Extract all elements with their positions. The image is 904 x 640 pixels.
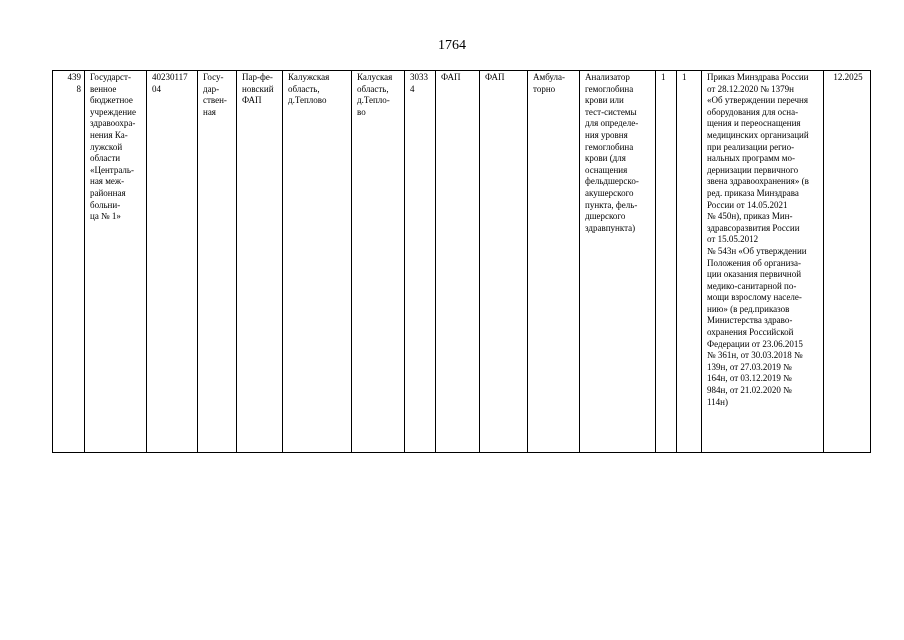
ownership-cell: Госу- дар- ствен- ная bbox=[198, 71, 237, 453]
organization-cell: Государст- венное бюджетное учреждение здравоохра- нения Ка- лужской области «Централь- ная меж- районная больни- ца № 1» bbox=[85, 71, 147, 453]
page-number: 1764 bbox=[438, 38, 466, 53]
quantity-planned-cell: 1 bbox=[677, 71, 702, 453]
deadline-cell: 12.2025 bbox=[824, 71, 871, 453]
equipment-cell: Анализатор гемоглобина крови или тест-системы для определе- ния уровня гемоглобина крови (для оснащения фельдшерско- акушерского пункта, фель- дшерского здравпункта) bbox=[580, 71, 656, 453]
facility-type-cell: ФАП bbox=[436, 71, 480, 453]
registry-table bbox=[52, 70, 871, 453]
address-cell: Калужская область, д.Теплово bbox=[283, 71, 352, 453]
facility-name-cell: Пар-фе- новский ФАП bbox=[237, 71, 283, 453]
locality-cell: Калуская область, д.Тепло- во bbox=[352, 71, 405, 453]
regulation-cell: Приказ Минздрава России от 28.12.2020 № 1379н «Об утверждении перечня оборудования для осна- щения и переоснащения медицинских организаций при реализации регио- нальных программ мо- дернизации первичного звена здравоохранения» (в ред. приказа Минздрава России от 14.05.2021 № 450н), приказ Мин- здравсоразвития России от 15.05.2012 № 543н «Об утверждении Положения об организа- ции оказания первичной медико-санитарной по- мощи взрослому населе- нию» (в ред.приказов Министерства здраво- охранения Российской Федерации от 23.06.2015 № 361н, от 30.03.2018 № 139н, от 27.03.2019 № 164н, от 03.12.2019 № 984н, от 21.02.2020 № 114н) bbox=[702, 71, 824, 453]
table-row bbox=[53, 71, 871, 453]
facility-code-cell: 3033 4 bbox=[405, 71, 436, 453]
care-form-cell: Амбула- торно bbox=[528, 71, 580, 453]
department-cell: ФАП bbox=[480, 71, 528, 453]
row-number-cell: 439 8 bbox=[53, 71, 85, 453]
code-cell: 40230117 04 bbox=[147, 71, 198, 453]
quantity-required-cell: 1 bbox=[656, 71, 677, 453]
